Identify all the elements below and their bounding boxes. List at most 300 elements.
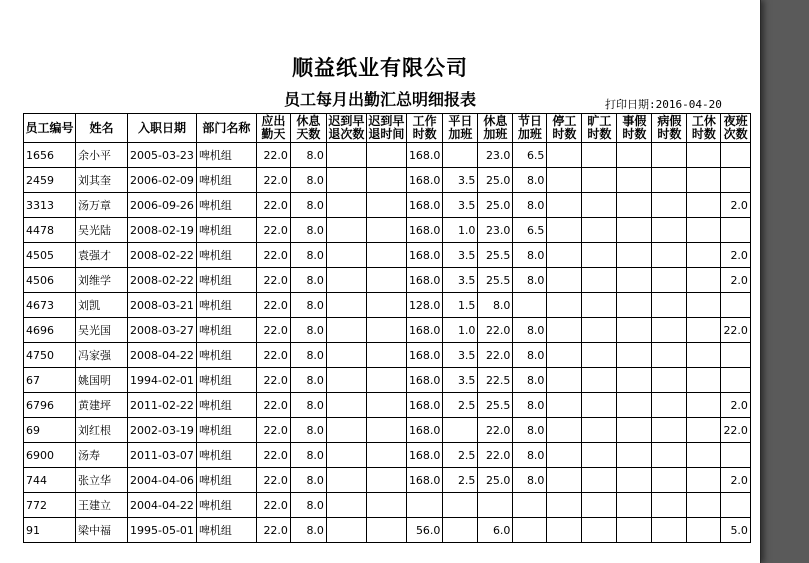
column-header-injury_leave: 工休时数 xyxy=(687,114,721,143)
cell-injury_leave xyxy=(687,343,721,368)
cell-dept: 啤机组 xyxy=(196,193,256,218)
cell-late_time xyxy=(366,493,406,518)
cell-late_count xyxy=(326,468,366,493)
cell-ot_weekday: 3.5 xyxy=(443,343,478,368)
cell-personal_leave xyxy=(617,143,652,168)
cell-due: 22.0 xyxy=(256,268,290,293)
table-row xyxy=(24,493,751,518)
cell-ot_holiday: 6.5 xyxy=(513,218,547,243)
cell-due: 22.0 xyxy=(256,193,290,218)
cell-stop_hours xyxy=(547,168,582,193)
cell-work_hours xyxy=(406,493,443,518)
cell-ot_holiday: 8.0 xyxy=(513,318,547,343)
cell-injury_leave xyxy=(687,493,721,518)
cell-name: 王建立 xyxy=(76,493,128,518)
cell-dept: 啤机组 xyxy=(196,318,256,343)
cell-ot_rest: 22.5 xyxy=(478,368,513,393)
cell-due: 22.0 xyxy=(256,393,290,418)
cell-absent_hours xyxy=(582,518,617,543)
cell-due: 22.0 xyxy=(256,443,290,468)
cell-dept: 啤机组 xyxy=(196,393,256,418)
cell-ot_holiday: 8.0 xyxy=(513,193,547,218)
cell-late_count xyxy=(326,268,366,293)
cell-ot_holiday: 8.0 xyxy=(513,168,547,193)
table-row xyxy=(24,418,751,443)
cell-work_hours: 168.0 xyxy=(406,443,443,468)
cell-stop_hours xyxy=(547,143,582,168)
cell-stop_hours xyxy=(547,343,582,368)
cell-ot_rest: 25.5 xyxy=(478,393,513,418)
cell-injury_leave xyxy=(687,243,721,268)
cell-rest: 8.0 xyxy=(290,418,326,443)
cell-rest: 8.0 xyxy=(290,168,326,193)
cell-late_count xyxy=(326,443,366,468)
column-header-rest: 休息天数 xyxy=(290,114,326,143)
cell-work_hours: 168.0 xyxy=(406,218,443,243)
cell-injury_leave xyxy=(687,468,721,493)
cell-absent_hours xyxy=(582,243,617,268)
cell-work_hours: 168.0 xyxy=(406,268,443,293)
cell-absent_hours xyxy=(582,268,617,293)
cell-name: 吴光国 xyxy=(76,318,128,343)
cell-join: 2008-03-21 xyxy=(128,293,197,318)
cell-sick_leave xyxy=(652,218,687,243)
cell-name: 姚国明 xyxy=(76,368,128,393)
cell-rest: 8.0 xyxy=(290,193,326,218)
cell-ot_weekday: 1.0 xyxy=(443,318,478,343)
cell-name: 冯家强 xyxy=(76,343,128,368)
cell-due: 22.0 xyxy=(256,368,290,393)
cell-id: 772 xyxy=(24,493,76,518)
table-header-row xyxy=(24,114,751,143)
cell-late_count xyxy=(326,393,366,418)
cell-ot_weekday: 2.5 xyxy=(443,393,478,418)
column-header-dept: 部门名称 xyxy=(196,114,256,143)
cell-ot_rest: 25.0 xyxy=(478,193,513,218)
cell-join: 2002-03-19 xyxy=(128,418,197,443)
cell-join: 2004-04-22 xyxy=(128,493,197,518)
cell-due: 22.0 xyxy=(256,243,290,268)
column-header-work_hours: 工作时数 xyxy=(406,114,443,143)
cell-injury_leave xyxy=(687,318,721,343)
cell-name: 袁强才 xyxy=(76,243,128,268)
cell-night_shift xyxy=(721,143,751,168)
cell-sick_leave xyxy=(652,443,687,468)
cell-ot_holiday: 8.0 xyxy=(513,343,547,368)
cell-late_time xyxy=(366,443,406,468)
cell-ot_rest: 23.0 xyxy=(478,218,513,243)
cell-ot_holiday xyxy=(513,493,547,518)
cell-personal_leave xyxy=(617,268,652,293)
cell-dept: 啤机组 xyxy=(196,518,256,543)
cell-injury_leave xyxy=(687,443,721,468)
cell-rest: 8.0 xyxy=(290,518,326,543)
cell-dept: 啤机组 xyxy=(196,468,256,493)
cell-dept: 啤机组 xyxy=(196,493,256,518)
cell-personal_leave xyxy=(617,193,652,218)
cell-name: 汤寿 xyxy=(76,443,128,468)
cell-name: 余小平 xyxy=(76,143,128,168)
cell-absent_hours xyxy=(582,368,617,393)
report-title: 员工每月出勤汇总明细报表 xyxy=(283,90,476,109)
table-row xyxy=(24,243,751,268)
cell-dept: 啤机组 xyxy=(196,143,256,168)
cell-join: 2008-02-22 xyxy=(128,268,197,293)
cell-absent_hours xyxy=(582,168,617,193)
cell-sick_leave xyxy=(652,318,687,343)
cell-due: 22.0 xyxy=(256,518,290,543)
cell-ot_weekday: 2.5 xyxy=(443,468,478,493)
cell-sick_leave xyxy=(652,368,687,393)
cell-due: 22.0 xyxy=(256,318,290,343)
cell-late_count xyxy=(326,193,366,218)
cell-late_count xyxy=(326,243,366,268)
cell-rest: 8.0 xyxy=(290,218,326,243)
cell-stop_hours xyxy=(547,443,582,468)
cell-dept: 啤机组 xyxy=(196,168,256,193)
cell-name: 张立华 xyxy=(76,468,128,493)
cell-injury_leave xyxy=(687,393,721,418)
cell-late_count xyxy=(326,143,366,168)
cell-absent_hours xyxy=(582,193,617,218)
cell-ot_rest xyxy=(478,493,513,518)
cell-injury_leave xyxy=(687,518,721,543)
cell-name: 吴光陆 xyxy=(76,218,128,243)
cell-dept: 啤机组 xyxy=(196,443,256,468)
cell-night_shift xyxy=(721,168,751,193)
cell-due: 22.0 xyxy=(256,168,290,193)
cell-join: 2005-03-23 xyxy=(128,143,197,168)
cell-name: 梁中福 xyxy=(76,518,128,543)
cell-injury_leave xyxy=(687,143,721,168)
cell-ot_holiday: 8.0 xyxy=(513,443,547,468)
cell-late_time xyxy=(366,218,406,243)
cell-late_time xyxy=(366,468,406,493)
cell-rest: 8.0 xyxy=(290,293,326,318)
cell-ot_holiday: 8.0 xyxy=(513,468,547,493)
cell-ot_rest: 25.5 xyxy=(478,268,513,293)
table-row xyxy=(24,443,751,468)
cell-injury_leave xyxy=(687,193,721,218)
cell-sick_leave xyxy=(652,143,687,168)
column-header-due: 应出勤天 xyxy=(256,114,290,143)
cell-late_count xyxy=(326,318,366,343)
cell-work_hours: 168.0 xyxy=(406,243,443,268)
cell-night_shift xyxy=(721,293,751,318)
table-row xyxy=(24,218,751,243)
cell-due: 22.0 xyxy=(256,343,290,368)
company-name: 顺益纸业有限公司 xyxy=(292,56,468,80)
cell-night_shift xyxy=(721,443,751,468)
cell-id: 67 xyxy=(24,368,76,393)
cell-join: 1995-05-01 xyxy=(128,518,197,543)
cell-dept: 啤机组 xyxy=(196,268,256,293)
column-header-late_count: 迟到早退次数 xyxy=(328,114,365,141)
cell-rest: 8.0 xyxy=(290,443,326,468)
cell-injury_leave xyxy=(687,293,721,318)
column-header-ot_rest: 休息加班 xyxy=(478,114,513,143)
cell-join: 2008-04-22 xyxy=(128,343,197,368)
cell-ot_weekday: 3.5 xyxy=(443,268,478,293)
column-header-id: 员工编号 xyxy=(24,114,76,143)
cell-name: 刘红根 xyxy=(76,418,128,443)
cell-ot_weekday xyxy=(443,143,478,168)
cell-personal_leave xyxy=(617,418,652,443)
cell-name: 刘维学 xyxy=(76,268,128,293)
column-header-stop_hours: 停工时数 xyxy=(547,114,582,143)
cell-ot_rest: 25.5 xyxy=(478,243,513,268)
cell-dept: 啤机组 xyxy=(196,243,256,268)
table-row xyxy=(24,143,751,168)
column-header-ot_holiday: 节日加班 xyxy=(513,114,547,143)
cell-due: 22.0 xyxy=(256,143,290,168)
cell-late_count xyxy=(326,493,366,518)
cell-ot_weekday: 3.5 xyxy=(443,243,478,268)
cell-dept: 啤机组 xyxy=(196,218,256,243)
cell-stop_hours xyxy=(547,243,582,268)
cell-ot_weekday: 1.5 xyxy=(443,293,478,318)
cell-due: 22.0 xyxy=(256,218,290,243)
cell-stop_hours xyxy=(547,318,582,343)
cell-id: 6900 xyxy=(24,443,76,468)
cell-id: 4750 xyxy=(24,343,76,368)
cell-absent_hours xyxy=(582,393,617,418)
cell-sick_leave xyxy=(652,493,687,518)
cell-stop_hours xyxy=(547,493,582,518)
cell-sick_leave xyxy=(652,193,687,218)
cell-ot_holiday: 8.0 xyxy=(513,368,547,393)
cell-night_shift xyxy=(721,343,751,368)
cell-late_count xyxy=(326,343,366,368)
cell-work_hours: 168.0 xyxy=(406,318,443,343)
cell-ot_weekday xyxy=(443,418,478,443)
cell-name: 刘凯 xyxy=(76,293,128,318)
column-header-night_shift: 夜班次数 xyxy=(721,114,751,143)
cell-ot_rest: 23.0 xyxy=(478,143,513,168)
cell-ot_weekday: 3.5 xyxy=(443,193,478,218)
table-row xyxy=(24,268,751,293)
cell-join: 2004-04-06 xyxy=(128,468,197,493)
cell-absent_hours xyxy=(582,218,617,243)
cell-late_count xyxy=(326,418,366,443)
cell-dept: 啤机组 xyxy=(196,368,256,393)
cell-personal_leave xyxy=(617,168,652,193)
print-date xyxy=(605,96,722,112)
cell-late_time xyxy=(366,318,406,343)
cell-sick_leave xyxy=(652,343,687,368)
cell-sick_leave xyxy=(652,168,687,193)
cell-sick_leave xyxy=(652,468,687,493)
cell-rest: 8.0 xyxy=(290,468,326,493)
cell-work_hours: 168.0 xyxy=(406,418,443,443)
cell-name: 汤万章 xyxy=(76,193,128,218)
table-row xyxy=(24,343,751,368)
cell-ot_holiday xyxy=(513,293,547,318)
cell-id: 3313 xyxy=(24,193,76,218)
cell-id: 744 xyxy=(24,468,76,493)
cell-absent_hours xyxy=(582,468,617,493)
cell-sick_leave xyxy=(652,393,687,418)
cell-sick_leave xyxy=(652,418,687,443)
cell-sick_leave xyxy=(652,293,687,318)
cell-due: 22.0 xyxy=(256,493,290,518)
cell-ot_holiday: 8.0 xyxy=(513,243,547,268)
cell-rest: 8.0 xyxy=(290,368,326,393)
cell-absent_hours xyxy=(582,293,617,318)
cell-night_shift: 2.0 xyxy=(721,268,751,293)
cell-personal_leave xyxy=(617,343,652,368)
cell-id: 1656 xyxy=(24,143,76,168)
cell-stop_hours xyxy=(547,268,582,293)
cell-ot_rest: 22.0 xyxy=(478,343,513,368)
table-row xyxy=(24,468,751,493)
cell-absent_hours xyxy=(582,443,617,468)
cell-night_shift: 2.0 xyxy=(721,193,751,218)
cell-dept: 啤机组 xyxy=(196,343,256,368)
attendance-table xyxy=(23,113,751,543)
cell-dept: 啤机组 xyxy=(196,418,256,443)
cell-late_time xyxy=(366,243,406,268)
cell-late_time xyxy=(366,518,406,543)
cell-ot_weekday: 2.5 xyxy=(443,443,478,468)
cell-night_shift: 2.0 xyxy=(721,393,751,418)
cell-stop_hours xyxy=(547,518,582,543)
cell-late_time xyxy=(366,418,406,443)
cell-stop_hours xyxy=(547,418,582,443)
cell-stop_hours xyxy=(547,368,582,393)
cell-id: 6796 xyxy=(24,393,76,418)
cell-sick_leave xyxy=(652,268,687,293)
cell-id: 4673 xyxy=(24,293,76,318)
table-row xyxy=(24,393,751,418)
cell-rest: 8.0 xyxy=(290,318,326,343)
cell-late_time xyxy=(366,293,406,318)
cell-name: 刘其奎 xyxy=(76,168,128,193)
cell-ot_rest: 22.0 xyxy=(478,418,513,443)
cell-due: 22.0 xyxy=(256,418,290,443)
cell-personal_leave xyxy=(617,243,652,268)
cell-late_time xyxy=(366,268,406,293)
cell-night_shift: 5.0 xyxy=(721,518,751,543)
table-row xyxy=(24,193,751,218)
cell-personal_leave xyxy=(617,493,652,518)
cell-name: 黄建坪 xyxy=(76,393,128,418)
cell-id: 4696 xyxy=(24,318,76,343)
cell-rest: 8.0 xyxy=(290,343,326,368)
cell-due: 22.0 xyxy=(256,468,290,493)
cell-late_time xyxy=(366,343,406,368)
cell-late_time xyxy=(366,193,406,218)
cell-personal_leave xyxy=(617,218,652,243)
cell-night_shift xyxy=(721,218,751,243)
cell-stop_hours xyxy=(547,468,582,493)
cell-id: 2459 xyxy=(24,168,76,193)
cell-late_count xyxy=(326,293,366,318)
cell-ot_weekday xyxy=(443,518,478,543)
cell-injury_leave xyxy=(687,418,721,443)
cell-join: 2006-09-26 xyxy=(128,193,197,218)
cell-night_shift: 2.0 xyxy=(721,468,751,493)
cell-ot_rest: 25.0 xyxy=(478,168,513,193)
cell-work_hours: 168.0 xyxy=(406,143,443,168)
cell-late_count xyxy=(326,218,366,243)
cell-absent_hours xyxy=(582,143,617,168)
cell-personal_leave xyxy=(617,468,652,493)
print-date-value: 2016-04-20 xyxy=(655,98,722,111)
table-row xyxy=(24,168,751,193)
column-header-name: 姓名 xyxy=(76,114,128,143)
cell-night_shift xyxy=(721,493,751,518)
cell-absent_hours xyxy=(582,493,617,518)
cell-night_shift xyxy=(721,368,751,393)
column-header-sick_leave: 病假时数 xyxy=(652,114,687,143)
cell-ot_rest: 25.0 xyxy=(478,468,513,493)
cell-stop_hours xyxy=(547,193,582,218)
cell-injury_leave xyxy=(687,268,721,293)
cell-join: 2008-03-27 xyxy=(128,318,197,343)
cell-id: 4506 xyxy=(24,268,76,293)
cell-personal_leave xyxy=(617,443,652,468)
column-header-absent_hours: 旷工时数 xyxy=(582,114,617,143)
cell-ot_rest: 8.0 xyxy=(478,293,513,318)
cell-personal_leave xyxy=(617,318,652,343)
cell-late_count xyxy=(326,368,366,393)
cell-ot_rest: 22.0 xyxy=(478,318,513,343)
cell-join: 1994-02-01 xyxy=(128,368,197,393)
cell-work_hours: 168.0 xyxy=(406,393,443,418)
cell-rest: 8.0 xyxy=(290,243,326,268)
table-row xyxy=(24,293,751,318)
cell-ot_holiday: 8.0 xyxy=(513,268,547,293)
cell-sick_leave xyxy=(652,518,687,543)
cell-late_time xyxy=(366,143,406,168)
cell-id: 4478 xyxy=(24,218,76,243)
cell-ot_holiday: 8.0 xyxy=(513,418,547,443)
cell-ot_holiday xyxy=(513,518,547,543)
cell-due: 22.0 xyxy=(256,293,290,318)
cell-ot_weekday: 1.0 xyxy=(443,218,478,243)
cell-join: 2011-03-07 xyxy=(128,443,197,468)
cell-injury_leave xyxy=(687,168,721,193)
cell-id: 4505 xyxy=(24,243,76,268)
cell-injury_leave xyxy=(687,368,721,393)
cell-join: 2006-02-09 xyxy=(128,168,197,193)
table-row xyxy=(24,318,751,343)
cell-join: 2011-02-22 xyxy=(128,393,197,418)
cell-work_hours: 168.0 xyxy=(406,368,443,393)
cell-rest: 8.0 xyxy=(290,393,326,418)
cell-late_time xyxy=(366,368,406,393)
cell-personal_leave xyxy=(617,393,652,418)
print-date-label: 打印日期: xyxy=(605,98,656,111)
cell-stop_hours xyxy=(547,218,582,243)
cell-night_shift: 2.0 xyxy=(721,243,751,268)
cell-dept: 啤机组 xyxy=(196,293,256,318)
cell-ot_holiday: 6.5 xyxy=(513,143,547,168)
cell-personal_leave xyxy=(617,368,652,393)
cell-work_hours: 168.0 xyxy=(406,193,443,218)
column-header-late_time: 迟到早退时间 xyxy=(368,114,405,141)
cell-stop_hours xyxy=(547,293,582,318)
cell-ot_weekday xyxy=(443,493,478,518)
cell-ot_weekday: 3.5 xyxy=(443,168,478,193)
cell-injury_leave xyxy=(687,218,721,243)
cell-rest: 8.0 xyxy=(290,493,326,518)
cell-rest: 8.0 xyxy=(290,268,326,293)
cell-late_time xyxy=(366,393,406,418)
cell-absent_hours xyxy=(582,343,617,368)
column-header-join: 入职日期 xyxy=(128,114,197,143)
